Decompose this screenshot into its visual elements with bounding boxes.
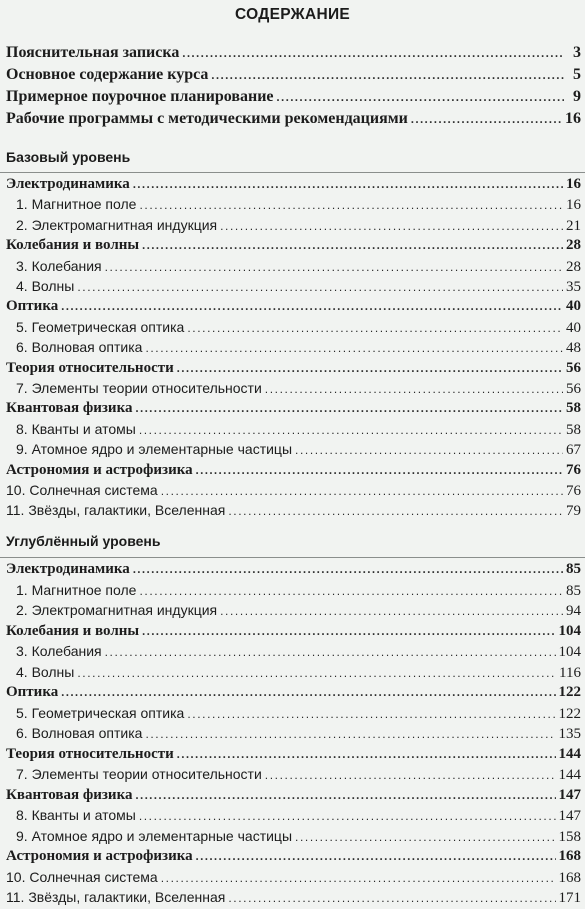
toc-entry[interactable]: [6, 643, 581, 663]
toc-entry[interactable]: [6, 421, 581, 441]
toc-entry-page: 48: [566, 340, 581, 357]
dot-leader: [177, 747, 556, 762]
section-divider: [0, 557, 585, 558]
toc-entry[interactable]: [6, 725, 581, 745]
dot-leader: [139, 809, 556, 823]
dot-leader: [142, 624, 555, 639]
toc-entry-label: Астрономия и астрофизика: [6, 848, 193, 864]
toc-entry-page: 40: [566, 298, 581, 315]
dot-leader: [220, 219, 563, 233]
toc-entry[interactable]: [6, 66, 581, 86]
dot-leader: [220, 604, 563, 618]
toc-entry-label: 3. Колебания: [16, 643, 102, 659]
toc-entry[interactable]: [6, 766, 581, 786]
dot-leader: [228, 891, 555, 905]
toc-entry[interactable]: [6, 319, 581, 339]
dot-leader: [105, 260, 563, 274]
toc-entry-page: 16: [566, 197, 581, 214]
toc-entry-page: 35: [566, 279, 581, 295]
toc-entry[interactable]: [6, 88, 581, 108]
toc-entry-page: 21: [566, 217, 581, 234]
toc-entry-page: 144: [558, 745, 581, 762]
toc-entry-page: 56: [566, 359, 581, 376]
toc-entry[interactable]: [6, 705, 581, 725]
toc-entry[interactable]: [6, 623, 581, 643]
toc-entry-label: Оптика: [6, 684, 59, 700]
page-title: СОДЕРЖАНИЕ: [234, 6, 351, 23]
toc-entry[interactable]: [6, 360, 581, 380]
toc-entry[interactable]: [6, 889, 581, 909]
toc-entry[interactable]: [6, 848, 581, 868]
level-heading: Базовый уровень: [6, 149, 131, 165]
dot-leader: [145, 727, 555, 741]
dot-leader: [411, 112, 562, 127]
toc-entry-label: 2. Электромагнитная индукция: [16, 216, 218, 233]
toc-entry-label: 7. Элементы теории относительности: [16, 766, 262, 782]
dot-leader: [77, 666, 556, 680]
toc-entry[interactable]: [6, 217, 581, 237]
toc-entry-label: 9. Атомное ядро и элементарные частицы: [16, 827, 293, 844]
toc-entry-page: 158: [558, 828, 581, 845]
section-divider: [0, 172, 585, 173]
toc-entry-page: 76: [566, 483, 581, 499]
toc-entry-page: 58: [566, 421, 581, 438]
toc-entry-page: 168: [558, 869, 581, 886]
toc-entry[interactable]: [6, 380, 581, 400]
toc-entry-label: Квантовая физика: [6, 786, 133, 803]
toc-entry[interactable]: [6, 110, 581, 130]
dot-leader: [177, 361, 563, 376]
toc-entry-label: 4. Волны: [16, 663, 75, 680]
toc-entry-label: 8. Кванты и атомы: [16, 420, 136, 437]
toc-entry-label: 3. Колебания: [16, 257, 102, 274]
toc-entry[interactable]: [6, 400, 581, 420]
toc-entry[interactable]: [6, 664, 581, 684]
dot-leader: [139, 423, 563, 437]
toc-entry-label: 1. Магнитное поле: [16, 196, 137, 213]
dot-leader: [182, 46, 564, 61]
toc-entry[interactable]: [6, 176, 581, 196]
toc-entry-page: 16: [565, 110, 581, 127]
toc-entry-page: 79: [566, 503, 581, 520]
dot-leader: [277, 90, 564, 105]
toc-entry[interactable]: [6, 807, 581, 827]
toc-entry[interactable]: [6, 582, 581, 602]
dot-leader: [295, 830, 555, 844]
toc-entry-page: 147: [558, 786, 581, 803]
toc-entry[interactable]: [6, 746, 581, 766]
toc-entry-label: Квантовая физика: [6, 400, 133, 417]
toc-entry-page: 5: [573, 66, 581, 83]
toc-entry-label: 4. Волны: [16, 278, 75, 294]
dot-leader: [196, 849, 556, 864]
dot-leader: [133, 562, 563, 577]
toc-entry[interactable]: [6, 298, 581, 318]
toc-entry[interactable]: [6, 44, 581, 64]
toc-entry-label: Астрономия и астрофизика: [6, 461, 193, 478]
toc-entry[interactable]: [6, 602, 581, 622]
toc-entry-page: 144: [558, 767, 581, 783]
dot-leader: [196, 463, 563, 478]
dot-leader: [211, 68, 564, 83]
toc-entry-page: 58: [566, 400, 581, 417]
dot-leader: [77, 280, 563, 294]
toc-entry[interactable]: [6, 684, 581, 704]
toc-entry-page: 28: [566, 237, 581, 254]
toc-entry[interactable]: [6, 339, 581, 359]
toc-entry[interactable]: [6, 869, 581, 889]
toc-entry-page: 16: [566, 176, 581, 192]
dot-leader: [295, 443, 563, 457]
toc-entry-label: Основное содержание курса: [6, 66, 209, 83]
dot-leader: [265, 382, 563, 396]
toc-entry-page: 116: [559, 664, 581, 681]
toc-entry-label: 9. Атомное ядро и элементарные частицы: [16, 441, 293, 458]
toc-entry-page: 104: [558, 644, 581, 660]
dot-leader: [265, 768, 556, 782]
toc-entry[interactable]: [6, 787, 581, 807]
toc-entry-label: 2. Электромагнитная индукция: [16, 602, 218, 618]
toc-entry-page: 9: [573, 88, 581, 105]
toc-entry-label: 5. Геометрическая оптика: [16, 318, 185, 335]
dot-leader: [228, 504, 563, 518]
toc-entry[interactable]: [6, 462, 581, 482]
toc-entry[interactable]: [6, 196, 581, 216]
toc-entry-page: 67: [566, 442, 581, 459]
toc-entry-page: 168: [558, 848, 581, 864]
toc-entry-label: 6. Волновая оптика: [16, 339, 143, 356]
toc-entry-label: 6. Волновая оптика: [16, 725, 143, 741]
toc-entry-page: 104: [558, 622, 581, 639]
toc-entry-label: 11. Звёзды, галактики, Вселенная: [6, 889, 226, 905]
toc-entry-label: Электродинамика: [6, 176, 130, 192]
toc-entry-page: 94: [566, 603, 581, 619]
toc-entry-label: Электродинамика: [6, 561, 130, 577]
dot-leader: [61, 685, 555, 700]
dot-leader: [136, 401, 564, 416]
toc-entry-label: Рабочие программы с методическими рекомендациями: [6, 110, 408, 127]
dot-leader: [187, 321, 563, 335]
toc-entry[interactable]: [6, 502, 581, 522]
toc-entry-label: Теория относительности: [6, 359, 174, 376]
dot-leader: [187, 707, 555, 721]
toc-entry-label: 8. Кванты и атомы: [16, 807, 136, 823]
toc-entry-label: Теория относительности: [6, 745, 174, 762]
toc-entry[interactable]: [6, 237, 581, 257]
dot-leader: [139, 584, 563, 598]
dot-leader: [136, 788, 556, 803]
dot-leader: [161, 484, 563, 498]
toc-entry-page: 171: [558, 890, 581, 906]
toc-entry[interactable]: [6, 482, 581, 502]
toc-entry-page: 28: [566, 258, 581, 275]
toc-entry-label: Колебания и волны: [6, 237, 140, 254]
toc-entry-page: 76: [566, 461, 581, 478]
toc-entry-page: 122: [558, 684, 581, 700]
toc-entry-page: 85: [566, 561, 581, 577]
dot-leader: [145, 341, 563, 355]
toc-entry-label: 5. Геометрическая оптика: [16, 704, 185, 721]
toc-entry-label: 10. Солнечная система: [6, 482, 158, 498]
toc-entry-page: 135: [558, 726, 581, 742]
toc-entry[interactable]: [6, 278, 581, 298]
toc-entry-page: 56: [566, 381, 581, 397]
toc-entry-page: 147: [558, 808, 581, 824]
toc-entry-label: Оптика: [6, 298, 59, 315]
toc-entry-label: Колебания и волны: [6, 622, 140, 639]
dot-leader: [61, 299, 563, 314]
toc-entry-page: 85: [566, 582, 581, 599]
toc-entry-label: 1. Магнитное поле: [16, 581, 137, 598]
toc-entry-label: Пояснительная записка: [6, 44, 180, 61]
toc-entry-page: 3: [573, 44, 581, 61]
dot-leader: [133, 177, 563, 192]
toc-entry-label: 7. Элементы теории относительности: [16, 380, 262, 396]
toc-entry[interactable]: [6, 828, 581, 848]
toc-entry-label: 11. Звёзды, галактики, Вселенная: [6, 502, 226, 519]
toc-entry[interactable]: [6, 258, 581, 278]
dot-leader: [139, 198, 563, 212]
toc-entry[interactable]: [6, 441, 581, 461]
level-heading: Углублённый уровень: [6, 533, 161, 549]
dot-leader: [105, 645, 556, 659]
dot-leader: [161, 871, 556, 885]
dot-leader: [142, 238, 563, 253]
toc-entry-label: 10. Солнечная система: [6, 868, 158, 885]
toc-entry-label: Примерное поурочное планирование: [6, 88, 274, 105]
toc-entry-page: 122: [558, 705, 581, 722]
toc-entry[interactable]: [6, 561, 581, 581]
toc-entry-page: 40: [566, 319, 581, 336]
